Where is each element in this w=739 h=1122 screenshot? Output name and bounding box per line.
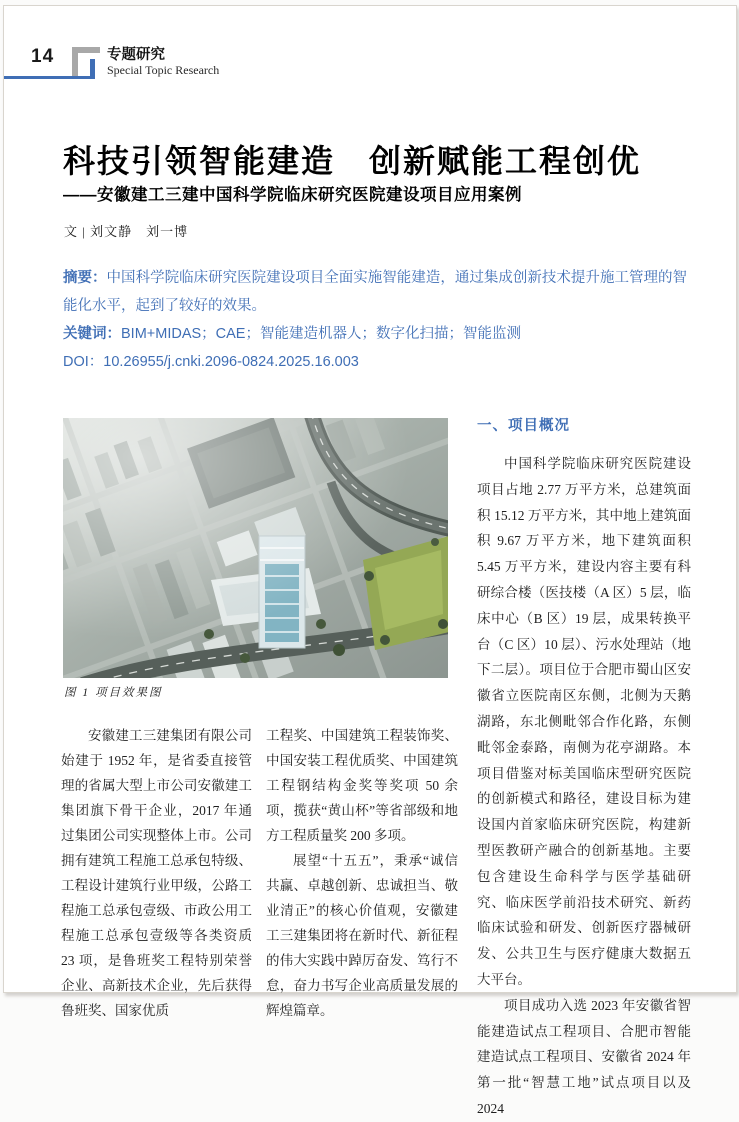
abstract-block	[63, 264, 687, 376]
paragraph: 项目成功入选 2023 年安徽省智能建造试点工程项目、合肥市智能建造试点工程项目、安徽省 2024 年第一批“智慧工地”试点项目以及 2024	[477, 997, 691, 1116]
paragraph: 展望“十五五”，秉承“诚信共赢、卓越创新、忠诚担当、敬业清正”的核心价值观，安徽建工三建集团将在新时代、新征程的伟大实践中踔厉奋发、笃行不怠，奋力书写企业高质量发展的辉煌篇章。	[266, 853, 458, 1018]
project-aerial-rendering-image	[63, 418, 448, 678]
figure-1-project-rendering	[63, 418, 448, 678]
keywords-label: 关键词：	[63, 326, 121, 342]
author-byline: 文 | 刘文静 刘一博	[64, 224, 189, 239]
abstract-paragraph	[63, 264, 687, 320]
column-title-chinese: 专题研究	[107, 47, 165, 63]
article-subtitle: ——安徽建工三建中国科学院临床研究医院建设项目应用案例	[63, 186, 522, 204]
keywords-paragraph	[63, 320, 687, 348]
keywords-text: BIM+MIDAS；CAE；智能建造机器人；数字化扫描；智能监测	[121, 326, 521, 342]
figure-caption: 图 1 项目效果图	[64, 687, 163, 699]
paragraph: 安徽建工三建集团有限公司始建于 1952 年，是省委直接管理的省属大型上市公司安徽建工集团旗下骨干企业，2017 年通过集团公司实现整体上市。公司拥有建筑工程施工总承包特级、工程设计建筑行业甲级，公路工程施工总承包壹级、市政公用工程施工总承包壹级等各类资质 23 项，是鲁班奖工程特别荣誉企业、高新技术企业，先后获得鲁班奖、国家优质	[61, 728, 252, 1018]
body-column-3	[477, 414, 691, 1122]
paragraph: 中国科学院临床研究医院建设项目占地 2.77 万平方米，总建筑面积 15.12 万平方米，其中地上建筑面积 9.67 万平方米，地下建筑面积 5.45 万平方米，建设内容主要有科研综合楼（医技楼（A 区）5 层，临床中心（B 区）19 层，成果转换平台（C 区）10 层）、污水处理站（地下二层）。项目位于合肥市蜀山区安徽省立医院南区东侧，北侧为天鹅湖路，东北侧毗邻合作化路，东侧毗邻金泰路，南侧为花亭湖路。本项目借鉴对标美国临床型研究医院的创新模式和路径，建设目标为建设国内首家临床研究医院，构建新型医教研产融合的创新基地。主要包含建设生命科学与医学基础研究、临床医学前沿技术研究、新药临床试验和研发、创新医疗器械研发、公共卫生与医疗健康大数据五大平台。	[477, 456, 691, 987]
corner-bracket-icon	[72, 47, 78, 76]
body-column-2	[266, 723, 458, 1023]
sun-glare	[63, 418, 448, 678]
body-column-1	[61, 723, 252, 1023]
header-blue-rule-corner	[90, 59, 95, 79]
header-blue-rule	[4, 76, 95, 79]
section-heading: 一、项目概况	[477, 418, 570, 434]
doi-label: DOI：	[63, 354, 104, 370]
abstract-text: 中国科学院临床研究医院建设项目全面实施智能建造，通过集成创新技术提升施工管理的智能化水平，起到了较好的效果。	[63, 270, 688, 314]
page-number: 14	[31, 46, 55, 67]
paragraph: 工程奖、中国建筑工程装饰奖、中国安装工程优质奖、中国建筑工程钢结构金奖等奖项 50 余项，揽获“黄山杯”等省部级和地方工程质量奖 200 多项。	[266, 728, 458, 843]
abstract-label: 摘要：	[63, 270, 107, 286]
doi-paragraph	[63, 348, 687, 376]
column-title-english: Special Topic Research	[107, 63, 220, 77]
doi-value: 10.26955/j.cnki.2096-0824.2025.16.003	[103, 354, 359, 370]
article-title: 科技引领智能建造 创新赋能工程创优	[63, 143, 642, 179]
